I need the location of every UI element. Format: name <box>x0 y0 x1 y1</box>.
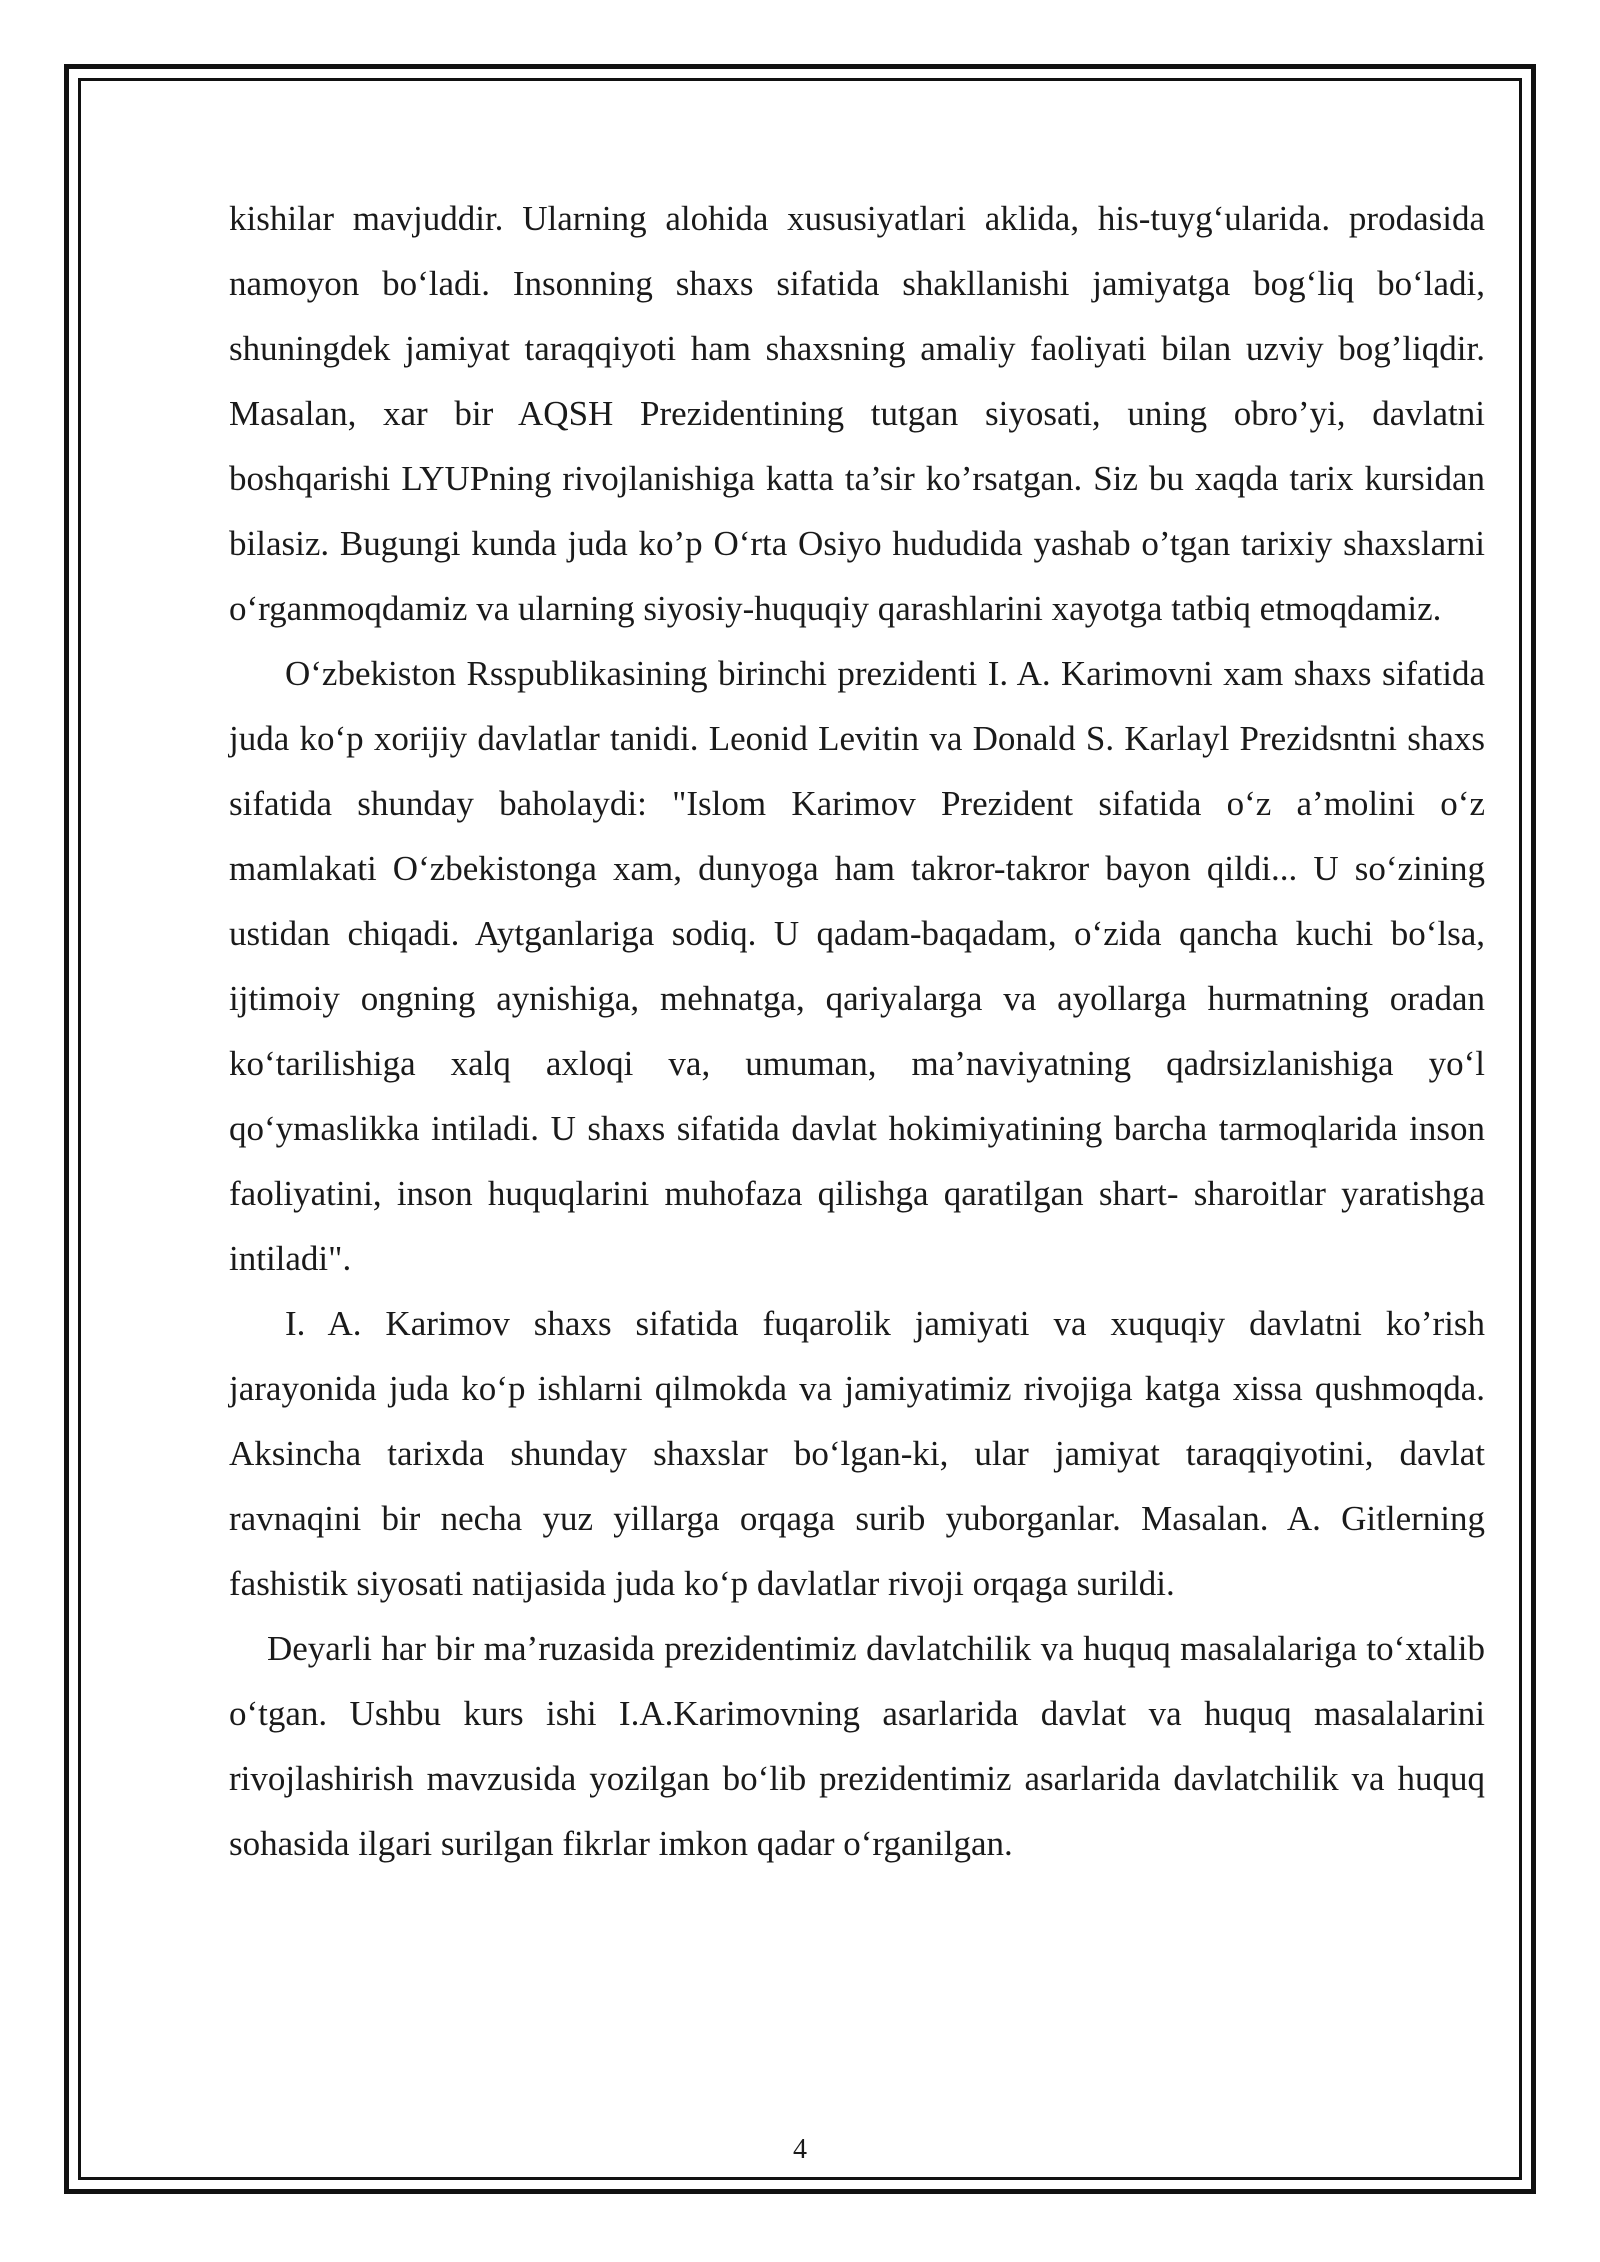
page-number: 4 <box>793 2134 807 2165</box>
paragraph-2: O‘zbekiston Rsspublikasining birinchi prezidenti I. A. Karimovni xam shaxs sifatida juda ko‘p xorijiy davlatlar tanidi. Leonid Levitin va Donald S. Karlayl Prezidsntni shaxs sifatida shunday baholaydi: "Islom Karimov Prezident sifatida o‘z a’molini o‘z mamlakati O‘zbekistonga xam, dunyoga ham takror-takror bayon qildi... U so‘zining ustidan chiqadi. Aytganlariga sodiq. U qadam-baqadam, o‘zida qancha kuchi bo‘lsa, ijtimoiy ongning aynishiga, mehnatga, qariyalarga va ayollarga hurmatning oradan ko‘tarilishiga xalq axloqi va, umuman, ma’naviyatning qadrsizlanishiga yo‘l qo‘ymaslikka intiladi. U shaxs sifatida davlat hokimiyatining barcha tarmoqlarida inson faoliyatini, inson huquqlarini muhofaza qilishga qaratilgan shart- sharoitlar yaratishga intiladi". <box>229 654 1485 1278</box>
paragraph-3: I. A. Karimov shaxs sifatida fuqarolik jamiyati va xuquqiy davlatni ko’rish jarayonida juda ko‘p ishlarni qilmokda va jamiyatimiz rivojiga katga xissa qushmoqda. Aksincha tarixda shunday shaxslar bo‘lgan-ki, ular jamiyat taraqqiyotini, davlat ravnaqini bir necha yuz yillarga orqaga surib yuborganlar. Masalan. A. Gitlerning fashistik siyosati natijasida juda ko‘p davlatlar rivoji orqaga surildi. <box>229 1304 1485 1603</box>
paragraph-1: kishilar mavjuddir. Ularning alohida xususiyatlari aklida, his-tuyg‘ularida. prodasida namoyon bo‘ladi. Insonning shaxs sifatida shakllanishi jamiyatga bog‘liq bo‘ladi, shuningdek jamiyat taraqqiyoti ham shaxsning amaliy faoliyati bilan uzviy bog’liqdir. Masalan, xar bir AQSH Prezidentining tutgan siyosati, uning obro’yi, davlatni boshqarishi LYUPning rivojlanishiga katta ta’sir ko’rsatgan. Siz bu xaqda tarix kursidan bilasiz. Bugungi kunda juda ko’p O‘rta Osiyo hududida yashab o’tgan tarixiy shaxslarni o‘rganmoqdamiz va ularning siyosiy-huquqiy qarashlarini xayotga tatbiq etmoqdamiz. <box>229 199 1485 628</box>
body-text <box>229 186 1485 1876</box>
paragraph-4: Deyarli har bir ma’ruzasida prezidentimiz davlatchilik va huquq masalalariga to‘xtalib o‘tgan. Ushbu kurs ishi I.A.Karimovning asarlarida davlat va huquq masalalarini rivojlashirish mavzusida yozilgan bo‘lib prezidentimiz asarlarida davlatchilik va huquq sohasida ilgari surilgan fikrlar imkon qadar o‘rganilgan. <box>229 1629 1485 1863</box>
